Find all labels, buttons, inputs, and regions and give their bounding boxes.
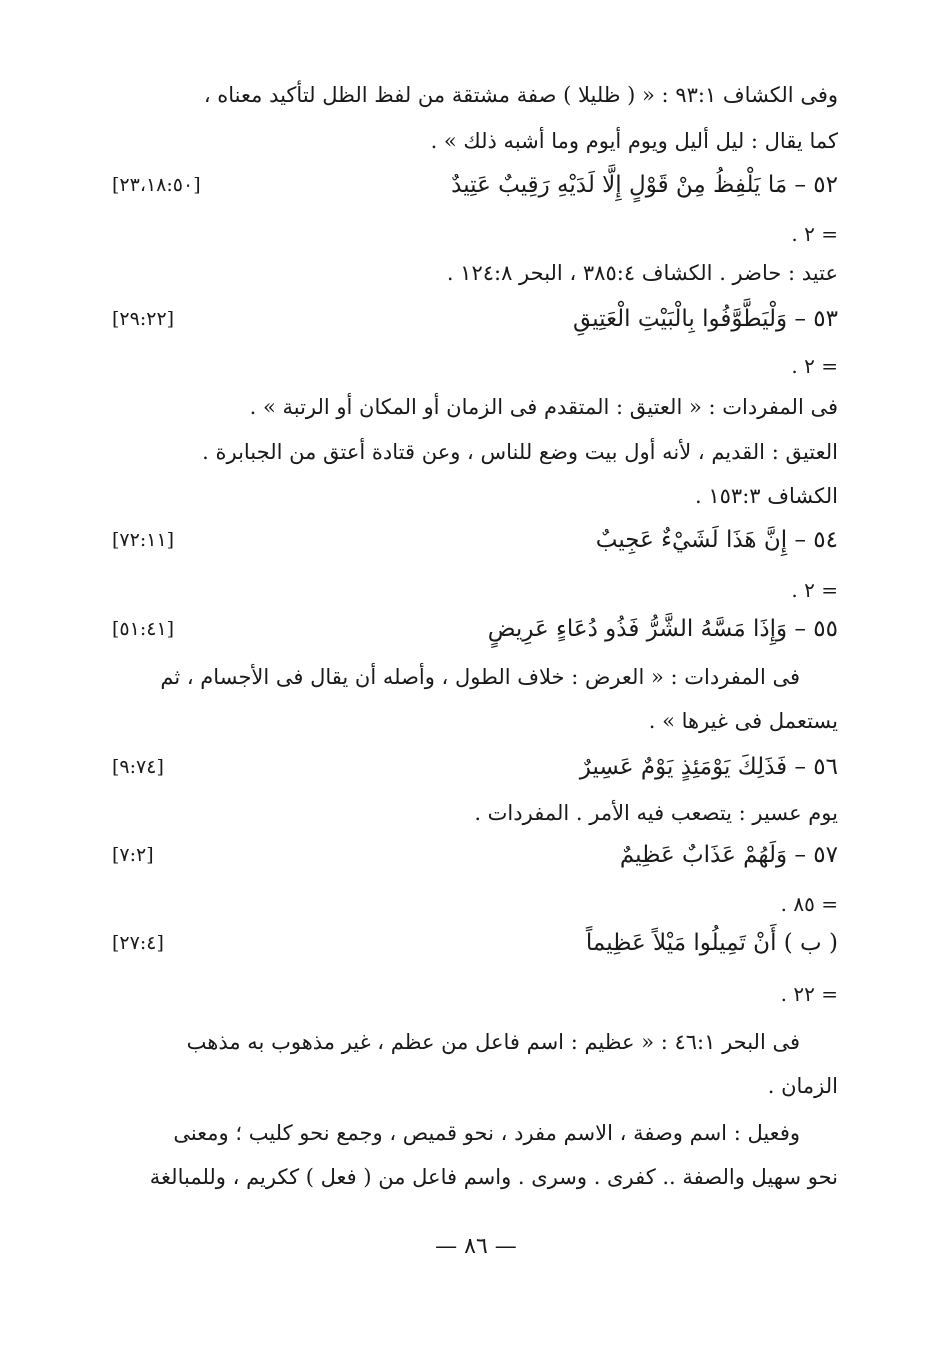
verse-53 <box>100 302 838 336</box>
verse-text: ٥٣ – وَلْيَطَّوَّفُوا بِالْبَيْتِ الْعَتِيقِ <box>573 306 838 332</box>
verse-54 <box>100 523 838 557</box>
verse-reference: [٢٧:٤] <box>112 932 164 954</box>
verse-text: ٥٢ – مَا يَلْفِظُ مِنْ قَوْلٍ إِلَّا لَدَيْهِ رَقِيبٌ عَتِيدٌ <box>451 172 838 198</box>
count-line: = ٢٢ . <box>780 982 838 1006</box>
verse-reference: [٢٣،١٨:٥٠] <box>112 174 201 196</box>
text-line-1: وفى الكشاف ٩٣:١ : « ( ظليلا ) صفة مشتقة من لفظ الظل لتأكيد معناه ، <box>203 83 838 107</box>
page-number: — ٨٦ — <box>435 1234 517 1259</box>
verse-reference: [٩:٧٤] <box>112 756 164 778</box>
verse-text: ( ب ) أَنْ تَمِيلُوا مَيْلاً عَظِيماً <box>585 930 838 956</box>
verse-text: ٥٦ – فَذَلِكَ يَوْمَئِذٍ يَوْمٌ عَسِيرٌ <box>579 754 838 780</box>
verse-text: ٥٥ – وَإِذَا مَسَّهُ الشَّرُّ فَذُو دُعَاءٍ عَرِيضٍ <box>487 616 838 642</box>
text-line-11: الزمان . <box>767 1074 838 1098</box>
text-line-9: يوم عسير : يتصعب فيه الأمر . المفردات . <box>474 801 838 825</box>
verse-56 <box>100 750 838 784</box>
text-line-12: وفعيل : اسم وصفة ، الاسم مفرد ، نحو قميص ، وجمع نحو كليب ؛ ومعنى <box>173 1121 800 1145</box>
text-line-6: الكشاف ١٥٣:٣ . <box>695 484 838 508</box>
verse-52 <box>100 168 838 202</box>
verse-reference: [٧٢:١١] <box>112 529 175 551</box>
count-line: = ٢ . <box>791 222 838 246</box>
count-line: = ٢ . <box>791 354 838 378</box>
verse-text: ٥٤ – إِنَّ هَذَا لَشَيْءٌ عَجِيبٌ <box>595 527 838 553</box>
text-line-4: فى المفردات : « العتيق : المتقدم فى الزمان أو المكان أو الرتبة » . <box>249 395 838 419</box>
text-line-7: فى المفردات : « العرض : خلاف الطول ، وأصله أن يقال فى الأجسام ، ثم <box>160 665 800 689</box>
verse-57 <box>100 838 838 872</box>
text-line-5: العتيق : القديم ، لأنه أول بيت وضع للناس ، وعن قتادة أعتق من الجبابرة . <box>202 440 838 464</box>
count-line: = ٨٥ . <box>780 892 838 916</box>
text-line-2: كما يقال : ليل أليل ويوم أيوم وما أشبه ذلك » . <box>430 129 838 153</box>
text-line-3: عتيد : حاضر . الكشاف ٣٨٥:٤ ، البحر ١٢٤:٨ . <box>446 261 838 285</box>
verse-reference: [٥١:٤١] <box>112 618 175 640</box>
verse-reference: [٧:٢] <box>112 844 154 866</box>
verse-b <box>100 926 838 960</box>
text-line-13: نحو سهيل والصفة .. كفرى . وسرى . واسم فاعل من ( فعل ) ككريم ، وللمبالغة <box>149 1165 838 1189</box>
verse-reference: [٢٩:٢٢] <box>112 308 175 330</box>
text-line-8: يستعمل فى غيرها » . <box>648 709 838 733</box>
count-line: = ٢ . <box>791 578 838 602</box>
verse-text: ٥٧ – وَلَهُمْ عَذَابٌ عَظِيمٌ <box>619 842 838 868</box>
verse-55 <box>100 612 838 646</box>
text-line-10: فى البحر ٤٦:١ : « عظيم : اسم فاعل من عظم ، غير مذهوب به مذهب <box>186 1030 800 1054</box>
